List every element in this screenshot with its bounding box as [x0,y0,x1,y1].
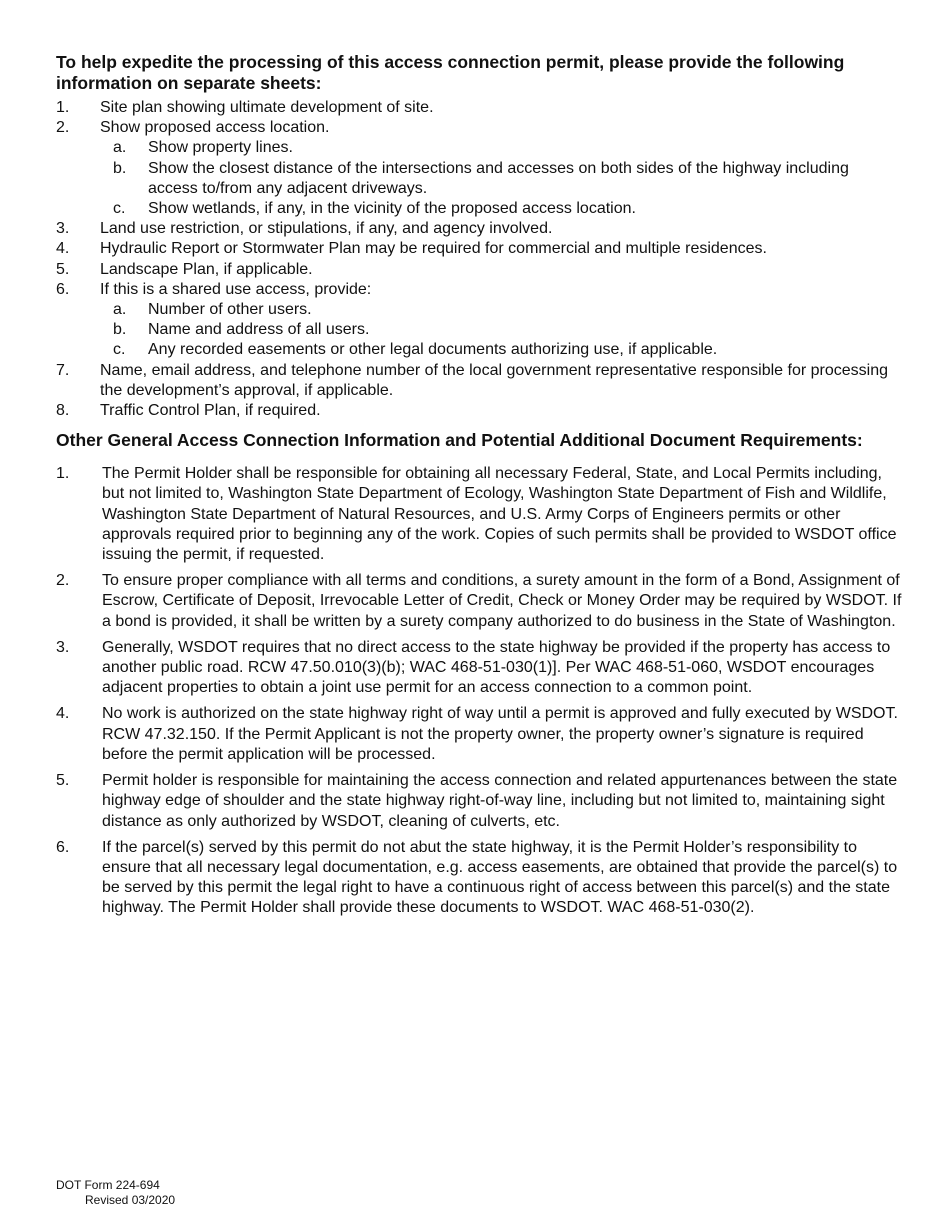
item-number: 8. [56,402,70,420]
list-item [56,98,902,118]
item-text: Site plan showing ultimate development of site. [100,99,434,116]
document-page [56,52,902,925]
sub-item [56,320,902,340]
sub-item-letter: b. [113,159,127,177]
sub-item-text: Show wetlands, if any, in the vicinity of the proposed access location. [148,200,636,218]
sub-item-letter: c. [113,341,126,359]
item-number: 1. [56,465,70,483]
sub-item [56,138,902,158]
sub-item [56,300,902,320]
sub-item-text: Show the closest distance of the intersections and accesses on both sides of the highway including access to/from any adjacent driveways. [148,159,849,197]
list-item [56,571,902,632]
item-number: 6. [56,280,70,298]
list-item [56,771,902,832]
item-text: The Permit Holder shall be responsible for obtaining all necessary Federal, State, and Local Permits including, but not limited to, Washington State Department of Ecology, Washington State Department of Fish and Wildlife, Washington State Department of Natural Resources, and U.S. Army Corps of Engineers permits or other approvals required prior to beginning any of the work. Copies of such permits shall be provided to WSDOT office issuing the permit, if requested. [102,465,897,564]
list-item [56,704,902,765]
form-number: DOT Form 224-694 [56,1178,160,1192]
item-number: 3. [56,220,70,238]
item-text: To ensure proper compliance with all terms and conditions, a surety amount in the form of a Bond, Assignment of Escrow, Certificate of Deposit, Irrevocable Letter of Credit, Check or Money Order may be required by WSDOT. If a bond is provided, it shall be written by a surety company authorized to do business in the State of Washington. [102,572,902,630]
item-text: If the parcel(s) served by this permit do not abut the state highway, it is the Permit Holder’s responsibility to ensure that all necessary legal documentation, e.g. access easements, are obtained that provide the parcel(s) to be served by this permit the legal right to have a continuous right of access between this parcel(s) and the state highway. The Permit Holder shall provide these documents to WSDOT. WAC 468-51-030(2). [102,838,898,917]
sub-item [56,340,902,360]
list-item [56,280,902,300]
list-item [56,239,902,259]
sub-item-letter: a. [113,301,127,319]
section1-heading: To help expedite the processing of this access connection permit, please provide the following information on separate sheets: [56,52,845,93]
item-number: 5. [56,260,70,278]
sub-item-text: Name and address of all users. [148,321,370,339]
general-information-list [56,464,902,918]
item-number: 1. [56,99,70,116]
list-item [56,464,902,565]
item-number: 2. [56,572,70,590]
item-number: 2. [56,119,70,137]
sub-item [56,199,902,219]
section2-heading: Other General Access Connection Information and Potential Additional Document Requirements: [56,430,863,451]
list-item [56,260,902,280]
item-number: 6. [56,838,70,856]
item-number: 7. [56,361,70,379]
item-text: Hydraulic Report or Stormwater Plan may be required for commercial and multiple residences. [100,240,767,258]
sub-item-letter: c. [113,200,126,218]
item-text: Show proposed access location. [100,119,330,137]
item-number: 4. [56,705,70,723]
required-documents-list [56,98,902,421]
form-footer [56,1178,175,1207]
sub-item-text: Number of other users. [148,301,312,319]
item-text: If this is a shared use access, provide: [100,280,372,298]
list-item [56,638,902,699]
sub-item [56,159,902,199]
list-item [56,401,902,421]
item-text: Name, email address, and telephone number of the local government representative responsible for processing the development’s approval, if applicable. [100,361,888,399]
item-text: No work is authorized on the state highway right of way until a permit is approved and fully executed by WSDOT. RCW 47.32.150. If the Permit Applicant is not the property owner, the property owner’s signature is required before the permit application will be processed. [102,705,898,763]
list-item [56,219,902,239]
item-text: Permit holder is responsible for maintaining the access connection and related appurtenances between the state highway edge of shoulder and the state highway right-of-way line, including but not limited to, maintaining sight distance as only authorized by WSDOT, cleaning of culverts, etc. [102,772,898,830]
sub-item-text: Any recorded easements or other legal documents authorizing use, if applicable. [148,341,718,359]
list-item [56,118,902,138]
list-item [56,838,902,919]
item-text: Generally, WSDOT requires that no direct access to the state highway be provided if the property has access to another public road. RCW 47.50.010(3)(b); WAC 468-51-030(1)]. Per WAC 468-51-060, WSDOT encourages adjacent properties to obtain a joint use permit for an access connection to a common point. [102,638,891,697]
item-text: Landscape Plan, if applicable. [100,260,313,278]
sub-item-letter: b. [113,321,127,339]
revision-date: Revised 03/2020 [85,1192,176,1207]
item-text: Traffic Control Plan, if required. [100,402,321,420]
sub-item-letter: a. [113,139,127,157]
item-number: 5. [56,772,70,790]
sub-item-text: Show property lines. [148,139,293,157]
item-number: 3. [56,638,70,656]
item-text: Land use restriction, or stipulations, if any, and agency involved. [100,220,553,238]
list-item [56,361,902,401]
item-number: 4. [56,240,70,258]
